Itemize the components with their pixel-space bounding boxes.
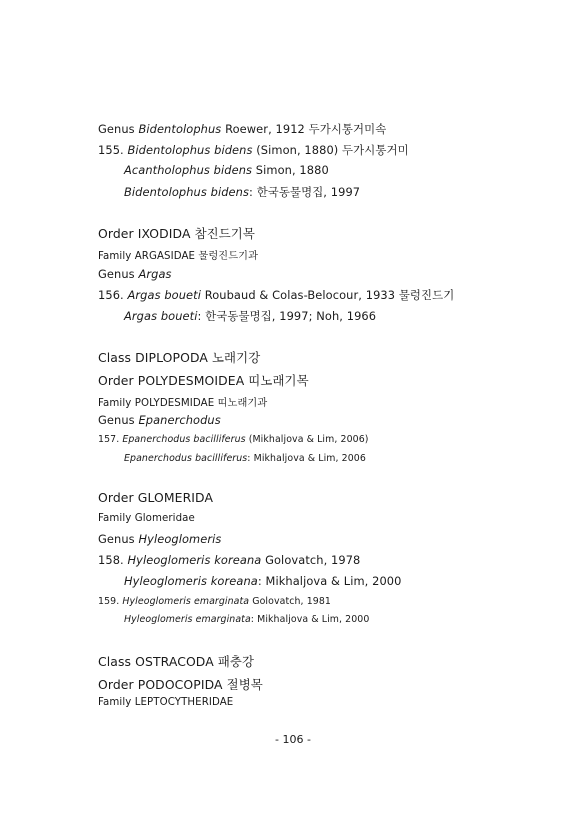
species-157: 157. Epanerchodus bacilliferus (Mikhaljova & Lim, 2006) bbox=[98, 434, 369, 445]
order-podocopida: Order PODOCOPIDA 절병목 bbox=[98, 677, 263, 692]
reference-argas-boueti: Argas boueti: 한국동물명집, 1997; Noh, 1966 bbox=[124, 309, 377, 323]
class-ostracoda: Class OSTRACODA 패충강 bbox=[98, 654, 255, 669]
reference-bidentolophus-bidens: Bidentolophus bidens: 한국동물명집, 1997 bbox=[124, 185, 361, 199]
order-polydesmoidea: Order POLYDESMOIDEA 띠노래기목 bbox=[98, 373, 309, 388]
synonym-acantholophus-bidens: Acantholophus bidens Simon, 1880 bbox=[124, 163, 329, 177]
family-polydesmidae: Family POLYDESMIDAE 띠노래기과 bbox=[98, 398, 268, 409]
species-158: 158. Hyleoglomeris koreana Golovatch, 1978 bbox=[98, 553, 361, 567]
family-glomeridae: Family Glomeridae bbox=[98, 513, 195, 524]
genus-hyleoglomeris: Genus Hyleoglomeris bbox=[98, 532, 222, 546]
species-155: 155. Bidentolophus bidens (Simon, 1880) 두가시통거미 bbox=[98, 143, 409, 157]
species-159: 159. Hyleoglomeris emarginata Golovatch, 1981 bbox=[98, 596, 331, 607]
reference-hyleoglomeris-koreana: Hyleoglomeris koreana: Mikhaljova & Lim, 2000 bbox=[124, 574, 402, 588]
species-156: 156. Argas boueti Roubaud & Colas-Belocour, 1933 물렁진드기 bbox=[98, 288, 455, 302]
reference-epanerchodus-bacilliferus: Epanerchodus bacilliferus: Mikhaljova & Lim, 2006 bbox=[124, 453, 366, 464]
reference-hyleoglomeris-emarginata: Hyleoglomeris emarginata: Mikhaljova & Lim, 2000 bbox=[124, 614, 370, 625]
family-argasidae: Family ARGASIDAE 물렁진드기과 bbox=[98, 251, 259, 262]
page-number: - 106 - bbox=[275, 733, 311, 746]
family-leptocytheridae: Family LEPTOCYTHERIDAE bbox=[98, 697, 234, 708]
genus-epanerchodus: Genus Epanerchodus bbox=[98, 413, 221, 427]
genus-bidentolophus: Genus Bidentolophus Roewer, 1912 두가시통거미속 bbox=[98, 122, 387, 136]
order-ixodida: Order IXODIDA 참진드기목 bbox=[98, 226, 255, 241]
genus-argas: Genus Argas bbox=[98, 267, 172, 281]
class-diplopoda: Class DIPLOPODA 노래기강 bbox=[98, 350, 261, 365]
order-glomerida: Order GLOMERIDA bbox=[98, 490, 214, 505]
